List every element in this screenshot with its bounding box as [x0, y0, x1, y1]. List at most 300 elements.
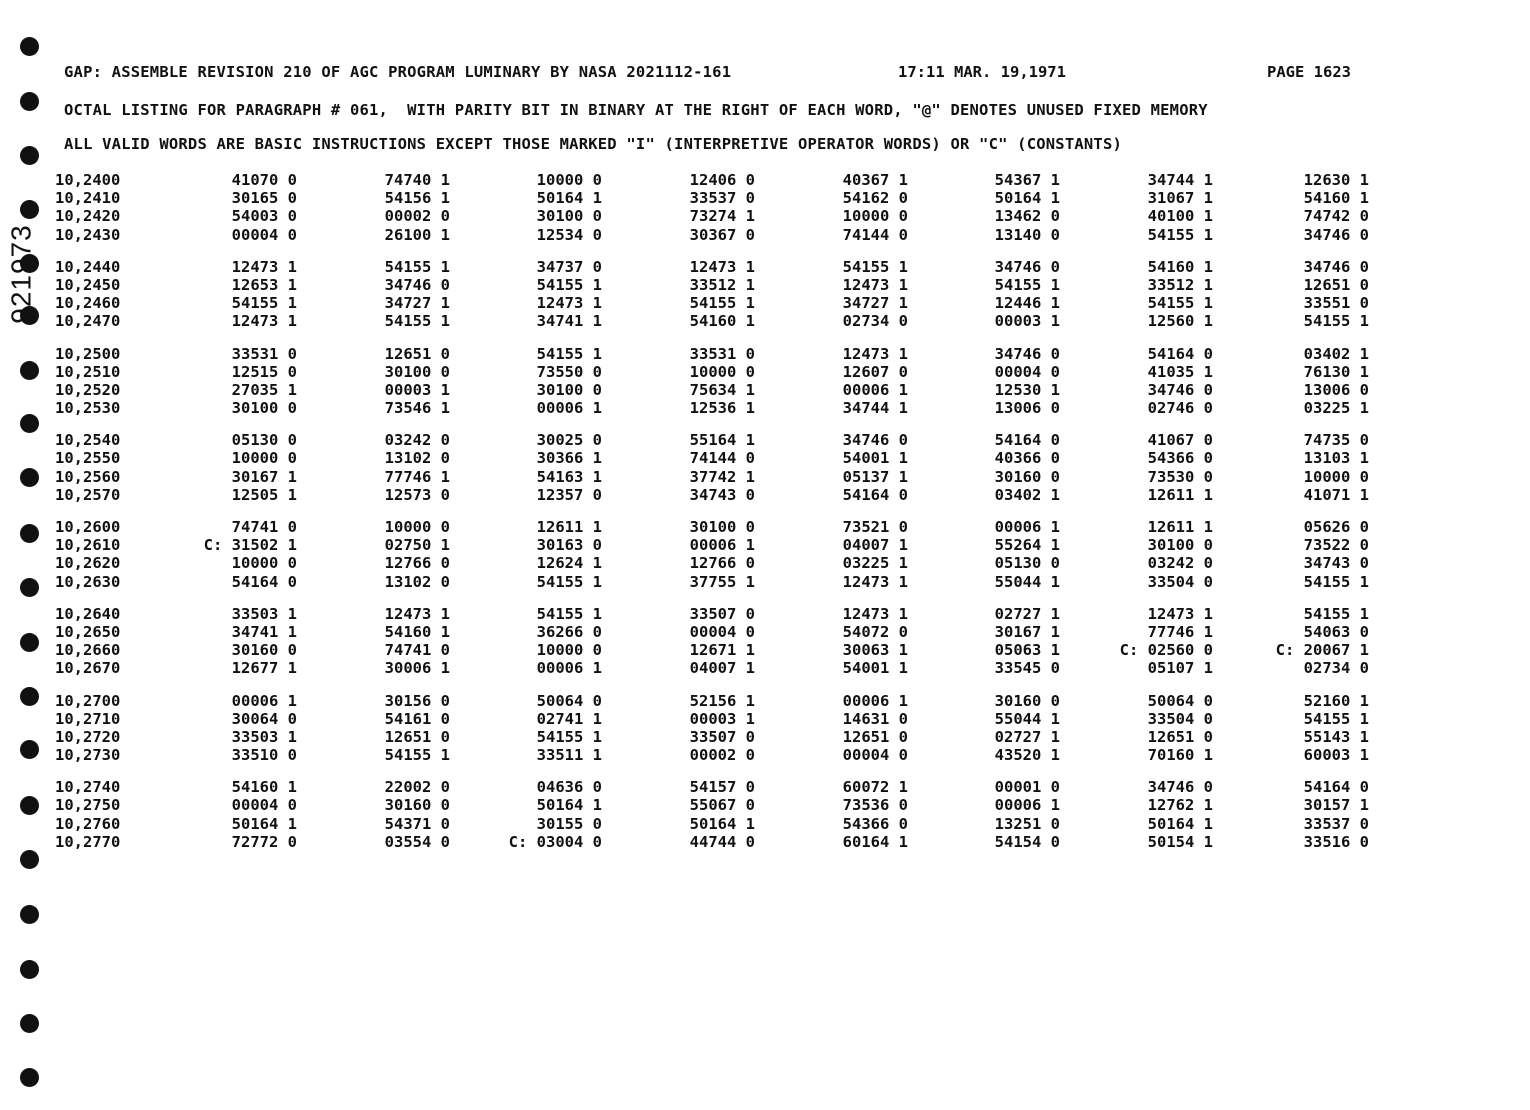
- listing-row: [55, 641, 1385, 659]
- word-cell: 33503 1: [231, 727, 297, 746]
- word-cell: 12611 1: [1147, 518, 1213, 536]
- word-cell: 33504 0: [1147, 709, 1213, 728]
- word-cell: 54157 0: [689, 778, 755, 797]
- word-cell: 00001 0: [994, 778, 1060, 797]
- address-cell: 10,2450: [55, 275, 121, 294]
- word-cell: 54366 0: [842, 814, 908, 833]
- listing-row: [55, 189, 1385, 207]
- address-cell: 10,2600: [55, 518, 121, 536]
- word-cell: 13103 1: [1303, 449, 1369, 468]
- word-cell: 73546 1: [384, 399, 450, 418]
- word-cell: 13006 0: [1303, 380, 1369, 399]
- word-cell: 74741 0: [231, 518, 297, 536]
- address-cell: 10,2640: [55, 604, 121, 623]
- address-cell: 10,2470: [55, 312, 121, 331]
- word-cell: 40366 0: [994, 449, 1060, 468]
- word-cell: 54164 0: [842, 485, 908, 504]
- word-cell: 00002 0: [689, 746, 755, 765]
- word-cell: 54164 0: [1147, 344, 1213, 363]
- word-cell: 30167 1: [231, 467, 297, 486]
- word-cell: 12630 1: [1303, 171, 1369, 189]
- word-cell: 73274 1: [689, 207, 755, 226]
- word-cell: 12624 1: [536, 554, 602, 573]
- word-cell: 54160 1: [384, 622, 450, 641]
- word-cell: 12611 1: [536, 518, 602, 536]
- listing-row: [55, 796, 1385, 814]
- punch-hole-icon: [20, 850, 39, 869]
- word-cell: 55164 1: [689, 431, 755, 450]
- word-cell: 55067 0: [689, 796, 755, 815]
- address-cell: 10,2770: [55, 832, 121, 851]
- word-cell: 12446 1: [994, 294, 1060, 313]
- address-cell: 10,2410: [55, 189, 121, 208]
- listing-block: [55, 518, 1385, 591]
- word-cell: 73536 0: [842, 796, 908, 815]
- word-cell: 33507 0: [689, 727, 755, 746]
- word-cell: 12536 1: [689, 399, 755, 418]
- word-cell: 34746 0: [384, 275, 450, 294]
- listing-block: [55, 258, 1385, 331]
- word-cell: 00006 1: [842, 380, 908, 399]
- word-cell: 05130 0: [231, 431, 297, 450]
- word-cell: 54155 1: [1147, 294, 1213, 313]
- word-cell: 54155 1: [994, 275, 1060, 294]
- punch-hole-icon: [20, 361, 39, 380]
- word-cell: 30156 0: [384, 691, 450, 710]
- word-cell: 05063 1: [994, 641, 1060, 660]
- word-cell: 12651 0: [384, 727, 450, 746]
- word-cell: 12762 1: [1147, 796, 1213, 815]
- word-cell: 03402 1: [1303, 344, 1369, 363]
- word-cell: 54154 0: [994, 832, 1060, 851]
- word-cell: 55264 1: [994, 536, 1060, 555]
- word-cell: 02734 0: [842, 312, 908, 331]
- word-cell: 34741 1: [536, 312, 602, 331]
- word-cell: 00003 1: [384, 380, 450, 399]
- word-cell: 41067 0: [1147, 431, 1213, 450]
- word-cell: 34746 0: [994, 344, 1060, 363]
- word-cell: 12530 1: [994, 380, 1060, 399]
- word-cell: 54003 0: [231, 207, 297, 226]
- word-cell: 54072 0: [842, 622, 908, 641]
- address-cell: 10,2730: [55, 746, 121, 765]
- word-cell: 13006 0: [994, 399, 1060, 418]
- word-cell: 34727 1: [384, 294, 450, 313]
- word-cell: 54155 1: [1147, 225, 1213, 244]
- word-cell: 12573 0: [384, 485, 450, 504]
- word-cell: 12473 1: [842, 344, 908, 363]
- header-subtitle: OCTAL LISTING FOR PARAGRAPH # 061, WITH PARITY BIT IN BINARY AT THE RIGHT OF EACH WORD, "@" DENOTES UNUSED FIXED MEMORY: [64, 101, 1208, 119]
- word-cell: 30366 1: [536, 449, 602, 468]
- address-cell: 10,2670: [55, 659, 121, 678]
- word-cell: 30025 0: [536, 431, 602, 450]
- address-cell: 10,2720: [55, 727, 121, 746]
- word-cell: 33537 0: [1303, 814, 1369, 833]
- word-cell: 60072 1: [842, 778, 908, 797]
- word-cell: 03402 1: [994, 485, 1060, 504]
- word-cell: 55044 1: [994, 572, 1060, 591]
- listing-row: [55, 554, 1385, 572]
- listing-block: [55, 345, 1385, 418]
- word-cell: 54155 1: [842, 257, 908, 276]
- word-cell: 54155 1: [1303, 312, 1369, 331]
- word-cell: 37742 1: [689, 467, 755, 486]
- word-cell: 33510 0: [231, 746, 297, 765]
- word-cell: 73522 0: [1303, 536, 1369, 555]
- word-cell: 41070 0: [231, 171, 297, 189]
- word-cell: 04636 0: [536, 778, 602, 797]
- word-cell: 54161 0: [384, 709, 450, 728]
- word-cell: 12653 1: [231, 275, 297, 294]
- header-note: ALL VALID WORDS ARE BASIC INSTRUCTIONS EXCEPT THOSE MARKED "I" (INTERPRETIVE OPERATOR WORDS) OR "C" (CONSTANTS): [64, 135, 1123, 153]
- word-cell: 10000 0: [536, 171, 602, 189]
- word-cell: 77746 1: [1147, 622, 1213, 641]
- word-cell: 54155 1: [689, 294, 755, 313]
- word-cell: 10000 0: [842, 207, 908, 226]
- word-cell: 30100 0: [536, 207, 602, 226]
- punch-hole-icon: [20, 146, 39, 165]
- word-cell: 34746 0: [1147, 380, 1213, 399]
- word-cell: 60164 1: [842, 832, 908, 851]
- word-cell: 74741 0: [384, 641, 450, 660]
- listing-row: [55, 345, 1385, 363]
- word-cell: C: 02560 0: [1119, 641, 1213, 660]
- word-cell: 33516 0: [1303, 832, 1369, 851]
- word-cell: 00004 0: [994, 362, 1060, 381]
- word-cell: 05137 1: [842, 467, 908, 486]
- word-cell: 40100 1: [1147, 207, 1213, 226]
- listing-row: [55, 312, 1385, 330]
- word-cell: 54164 0: [231, 572, 297, 591]
- word-cell: 54155 1: [384, 746, 450, 765]
- listing-row: [55, 692, 1385, 710]
- word-cell: 50164 1: [689, 814, 755, 833]
- word-cell: 54155 1: [384, 312, 450, 331]
- word-cell: 12607 0: [842, 362, 908, 381]
- word-cell: 54164 0: [994, 431, 1060, 450]
- word-cell: 33531 0: [231, 344, 297, 363]
- word-cell: 54155 1: [1303, 709, 1369, 728]
- word-cell: 73550 0: [536, 362, 602, 381]
- word-cell: 02746 0: [1147, 399, 1213, 418]
- word-cell: 30100 0: [536, 380, 602, 399]
- word-cell: 34744 1: [842, 399, 908, 418]
- listing-row: [55, 171, 1385, 189]
- word-cell: 52160 1: [1303, 691, 1369, 710]
- word-cell: 30160 0: [384, 796, 450, 815]
- word-cell: 31067 1: [1147, 189, 1213, 208]
- word-cell: 00004 0: [689, 622, 755, 641]
- listing-row: [55, 778, 1385, 796]
- word-cell: 33512 1: [689, 275, 755, 294]
- address-cell: 10,2420: [55, 207, 121, 226]
- punch-hole-icon: [20, 960, 39, 979]
- word-cell: 33511 1: [536, 746, 602, 765]
- word-cell: 30100 0: [689, 518, 755, 536]
- punch-hole-icon: [20, 92, 39, 111]
- word-cell: 13462 0: [994, 207, 1060, 226]
- word-cell: 54367 1: [994, 171, 1060, 189]
- word-cell: 30160 0: [994, 467, 1060, 486]
- page-number: PAGE 1623: [1267, 63, 1351, 81]
- word-cell: 54155 1: [536, 344, 602, 363]
- margin-stamp: 921973: [5, 224, 37, 324]
- word-cell: 00003 1: [689, 709, 755, 728]
- listing-row: [55, 226, 1385, 244]
- word-cell: 50164 1: [994, 189, 1060, 208]
- listing-row: [55, 381, 1385, 399]
- word-cell: 13102 0: [384, 572, 450, 591]
- word-cell: 54162 0: [842, 189, 908, 208]
- word-cell: 12766 0: [689, 554, 755, 573]
- word-cell: 50164 1: [536, 796, 602, 815]
- word-cell: 54371 0: [384, 814, 450, 833]
- word-cell: 02750 1: [384, 536, 450, 555]
- word-cell: 33551 0: [1303, 294, 1369, 313]
- word-cell: 33531 0: [689, 344, 755, 363]
- word-cell: 04007 1: [842, 536, 908, 555]
- word-cell: 60003 1: [1303, 746, 1369, 765]
- word-cell: 05626 0: [1303, 518, 1369, 536]
- word-cell: 50064 0: [1147, 691, 1213, 710]
- word-cell: 00006 1: [536, 659, 602, 678]
- word-cell: 30157 1: [1303, 796, 1369, 815]
- word-cell: 74740 1: [384, 171, 450, 189]
- word-cell: 00004 0: [231, 225, 297, 244]
- word-cell: 54063 0: [1303, 622, 1369, 641]
- word-cell: 43520 1: [994, 746, 1060, 765]
- word-cell: 12473 1: [536, 294, 602, 313]
- word-cell: 00004 0: [842, 746, 908, 765]
- word-cell: C: 20067 1: [1275, 641, 1369, 660]
- word-cell: 00006 1: [994, 796, 1060, 815]
- word-cell: 50164 1: [536, 189, 602, 208]
- word-cell: 30160 0: [231, 641, 297, 660]
- word-cell: 54155 1: [384, 257, 450, 276]
- word-cell: 30100 0: [1147, 536, 1213, 555]
- word-cell: 00006 1: [994, 518, 1060, 536]
- word-cell: 26100 1: [384, 225, 450, 244]
- punch-hole-icon: [20, 1068, 39, 1087]
- punch-hole-icon: [20, 1014, 39, 1033]
- word-cell: 34746 0: [1303, 225, 1369, 244]
- word-cell: 12473 1: [842, 604, 908, 623]
- word-cell: 54160 1: [231, 778, 297, 797]
- word-cell: 34746 0: [1147, 778, 1213, 797]
- word-cell: 12515 0: [231, 362, 297, 381]
- octal-listing: [55, 171, 1385, 865]
- word-cell: 70160 1: [1147, 746, 1213, 765]
- listing-row: [55, 468, 1385, 486]
- word-cell: 30167 1: [994, 622, 1060, 641]
- word-cell: 34743 0: [1303, 554, 1369, 573]
- word-cell: 76130 1: [1303, 362, 1369, 381]
- word-cell: 34741 1: [231, 622, 297, 641]
- address-cell: 10,2510: [55, 362, 121, 381]
- word-cell: 03554 0: [384, 832, 450, 851]
- word-cell: 73530 0: [1147, 467, 1213, 486]
- word-cell: 12651 0: [1303, 275, 1369, 294]
- word-cell: 00006 1: [536, 399, 602, 418]
- word-cell: 12534 0: [536, 225, 602, 244]
- word-cell: 40367 1: [842, 171, 908, 189]
- word-cell: 10000 0: [231, 449, 297, 468]
- word-cell: 13140 0: [994, 225, 1060, 244]
- word-cell: 00004 0: [231, 796, 297, 815]
- address-cell: 10,2660: [55, 641, 121, 660]
- word-cell: 54001 1: [842, 449, 908, 468]
- word-cell: 41035 1: [1147, 362, 1213, 381]
- listing-row: [55, 294, 1385, 312]
- word-cell: 50064 0: [536, 691, 602, 710]
- word-cell: 74735 0: [1303, 431, 1369, 450]
- address-cell: 10,2460: [55, 294, 121, 313]
- word-cell: 33512 1: [1147, 275, 1213, 294]
- word-cell: 54155 1: [536, 275, 602, 294]
- word-cell: 12473 1: [842, 572, 908, 591]
- address-cell: 10,2400: [55, 171, 121, 189]
- word-cell: 03225 1: [842, 554, 908, 573]
- word-cell: 12473 1: [231, 257, 297, 276]
- listing-row: [55, 659, 1385, 677]
- word-cell: 00006 1: [231, 691, 297, 710]
- word-cell: 50164 1: [231, 814, 297, 833]
- address-cell: 10,2560: [55, 467, 121, 486]
- word-cell: 30160 0: [994, 691, 1060, 710]
- word-cell: 30165 0: [231, 189, 297, 208]
- word-cell: 12766 0: [384, 554, 450, 573]
- word-cell: 44744 0: [689, 832, 755, 851]
- word-cell: 12473 1: [689, 257, 755, 276]
- word-cell: 54164 0: [1303, 778, 1369, 797]
- punch-hole-icon: [20, 687, 39, 706]
- word-cell: 10000 0: [536, 641, 602, 660]
- word-cell: 00003 1: [994, 312, 1060, 331]
- word-cell: 33504 0: [1147, 572, 1213, 591]
- listing-row: [55, 276, 1385, 294]
- word-cell: 22002 0: [384, 778, 450, 797]
- punch-hole-icon: [20, 200, 39, 219]
- word-cell: 12611 1: [1147, 485, 1213, 504]
- word-cell: C: 03004 0: [508, 832, 602, 851]
- word-cell: 33545 0: [994, 659, 1060, 678]
- address-cell: 10,2760: [55, 814, 121, 833]
- word-cell: 30006 1: [384, 659, 450, 678]
- word-cell: 37755 1: [689, 572, 755, 591]
- word-cell: 54155 1: [536, 727, 602, 746]
- address-cell: 10,2440: [55, 257, 121, 276]
- word-cell: 13102 0: [384, 449, 450, 468]
- address-cell: 10,2540: [55, 431, 121, 450]
- word-cell: 50164 1: [1147, 814, 1213, 833]
- listing-row: [55, 518, 1385, 536]
- word-cell: 54156 1: [384, 189, 450, 208]
- punch-hole-icon: [20, 740, 39, 759]
- word-cell: 34727 1: [842, 294, 908, 313]
- word-cell: 36266 0: [536, 622, 602, 641]
- word-cell: 54160 1: [689, 312, 755, 331]
- word-cell: 12473 1: [231, 312, 297, 331]
- word-cell: 54163 1: [536, 467, 602, 486]
- address-cell: 10,2740: [55, 778, 121, 797]
- listing-row: [55, 363, 1385, 381]
- word-cell: 54160 1: [1147, 257, 1213, 276]
- word-cell: 00006 1: [842, 691, 908, 710]
- word-cell: 30163 0: [536, 536, 602, 555]
- word-cell: 12473 1: [1147, 604, 1213, 623]
- word-cell: 12357 0: [536, 485, 602, 504]
- word-cell: 33503 1: [231, 604, 297, 623]
- word-cell: 12671 1: [689, 641, 755, 660]
- header-title: GAP: ASSEMBLE REVISION 210 OF AGC PROGRAM LUMINARY BY NASA 2021112-161: [64, 63, 732, 81]
- word-cell: 41071 1: [1303, 485, 1369, 504]
- listing-row: [55, 486, 1385, 504]
- word-cell: 03242 0: [1147, 554, 1213, 573]
- word-cell: 12473 1: [842, 275, 908, 294]
- word-cell: 05107 1: [1147, 659, 1213, 678]
- listing-block: [55, 692, 1385, 765]
- word-cell: 12560 1: [1147, 312, 1213, 331]
- listing-row: [55, 536, 1385, 554]
- listing-row: [55, 833, 1385, 851]
- word-cell: 34743 0: [689, 485, 755, 504]
- word-cell: 00002 0: [384, 207, 450, 226]
- word-cell: 75634 1: [689, 380, 755, 399]
- address-cell: 10,2620: [55, 554, 121, 573]
- listing-row: [55, 746, 1385, 764]
- listing-block: [55, 431, 1385, 504]
- word-cell: 12473 1: [384, 604, 450, 623]
- listing-row: [55, 728, 1385, 746]
- address-cell: 10,2530: [55, 399, 121, 418]
- listing-row: [55, 605, 1385, 623]
- word-cell: 34746 0: [994, 257, 1060, 276]
- word-cell: 72772 0: [231, 832, 297, 851]
- word-cell: 54001 1: [842, 659, 908, 678]
- word-cell: 54155 1: [1303, 604, 1369, 623]
- word-cell: 54160 1: [1303, 189, 1369, 208]
- word-cell: 30063 1: [842, 641, 908, 660]
- listing-row: [55, 431, 1385, 449]
- word-cell: 54155 1: [536, 572, 602, 591]
- address-cell: 10,2610: [55, 536, 121, 555]
- address-cell: 10,2650: [55, 622, 121, 641]
- word-cell: 55143 1: [1303, 727, 1369, 746]
- word-cell: 34746 0: [842, 431, 908, 450]
- word-cell: 30064 0: [231, 709, 297, 728]
- word-cell: 30155 0: [536, 814, 602, 833]
- listing-row: [55, 710, 1385, 728]
- word-cell: 10000 0: [384, 518, 450, 536]
- word-cell: 54366 0: [1147, 449, 1213, 468]
- punch-hole-icon: [20, 524, 39, 543]
- word-cell: 74144 0: [689, 449, 755, 468]
- punch-hole-icon: [20, 468, 39, 487]
- address-cell: 10,2570: [55, 485, 121, 504]
- address-cell: 10,2630: [55, 572, 121, 591]
- word-cell: 10000 0: [231, 554, 297, 573]
- listing-block: [55, 778, 1385, 851]
- word-cell: 12677 1: [231, 659, 297, 678]
- word-cell: 12651 0: [384, 344, 450, 363]
- word-cell: 30100 0: [231, 399, 297, 418]
- word-cell: 03242 0: [384, 431, 450, 450]
- word-cell: 54155 1: [536, 604, 602, 623]
- word-cell: C: 31502 1: [203, 536, 297, 555]
- punch-hole-icon: [20, 796, 39, 815]
- word-cell: 73521 0: [842, 518, 908, 536]
- address-cell: 10,2700: [55, 691, 121, 710]
